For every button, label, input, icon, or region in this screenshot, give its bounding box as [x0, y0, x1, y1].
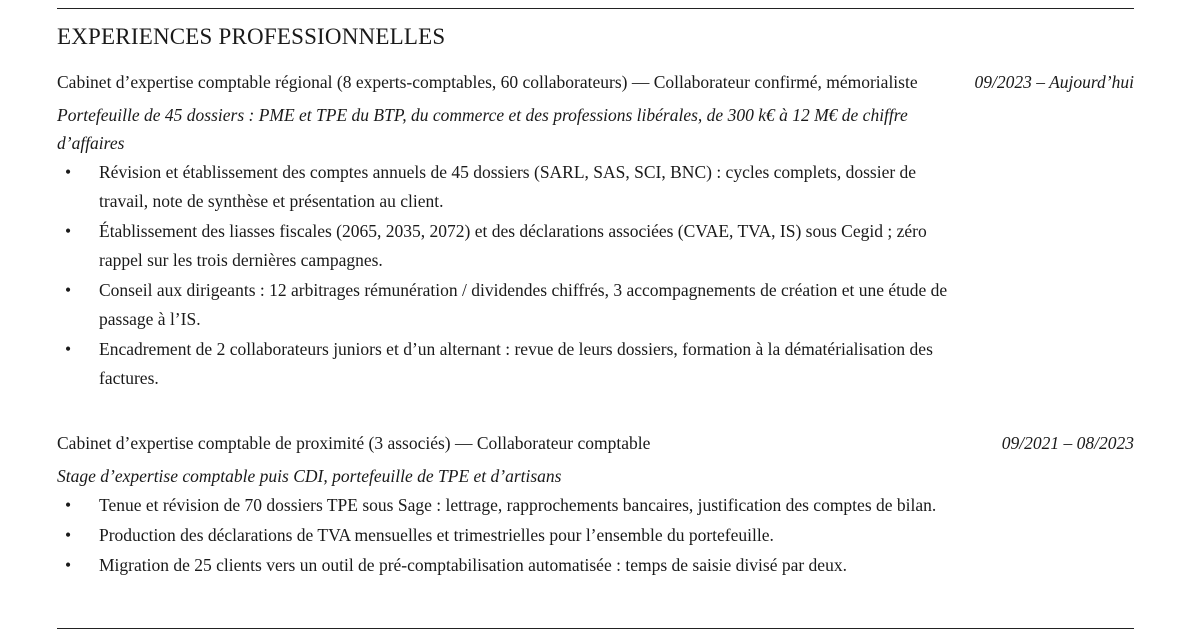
- job-subtitle: Stage d’expertise comptable puis CDI, portefeuille de TPE et d’artisans: [57, 466, 562, 486]
- bottom-rule: [57, 628, 1134, 629]
- bullet-icon: •: [65, 339, 72, 359]
- list-item-text: Encadrement de 2 collaborateurs juniors et d’un alternant : revue de leurs dossiers, formation à la dématérialisation des factures.: [99, 339, 933, 388]
- job-title: Cabinet d’expertise comptable de proximité (3 associés) — Collaborateur comptable: [57, 433, 651, 453]
- list-item-text: Établissement des liasses fiscales (2065, 2035, 2072) et des déclarations associées (CVAE, TVA, IS) sous Cegid ; zéro rappel sur les trois dernières campagnes.: [99, 221, 927, 270]
- list-item: [57, 158, 952, 216]
- list-item: [57, 217, 952, 275]
- list-item-text: Révision et établissement des comptes annuels de 45 dossiers (SARL, SAS, SCI, BNC) : cycles complets, dossier de travail, note de synthèse et présentation au client.: [99, 162, 917, 211]
- list-item-text: Conseil aux dirigeants : 12 arbitrages rémunération / dividendes chiffrés, 3 accompagnements de création et une étude de passage à l’IS.: [99, 280, 948, 329]
- list-item-text: Migration de 25 clients vers un outil de pré-comptabilisation automatisée : temps de saisie divisé par deux.: [99, 555, 847, 575]
- bullet-icon: •: [65, 525, 72, 545]
- list-item: [57, 521, 952, 550]
- section-title: EXPERIENCES PROFESSIONNELLES: [57, 24, 446, 49]
- job-entry-1: [57, 69, 1134, 394]
- job-entry-2: [57, 430, 1134, 581]
- bullet-icon: •: [65, 221, 72, 241]
- bullet-icon: •: [65, 495, 72, 515]
- top-rule: [57, 8, 1134, 9]
- job-header: [57, 69, 1134, 96]
- list-item: [57, 551, 952, 580]
- list-item-text: Production des déclarations de TVA mensuelles et trimestrielles pour l’ensemble du portefeuille.: [99, 525, 774, 545]
- job-bullet-list: [57, 491, 952, 580]
- job-dates: 09/2023 – Aujourd’hui: [974, 72, 1134, 92]
- bullet-icon: •: [65, 555, 72, 575]
- list-item: [57, 491, 952, 520]
- list-item: [57, 276, 952, 334]
- bullet-icon: •: [65, 280, 72, 300]
- job-title: Cabinet d’expertise comptable régional (8 experts-comptables, 60 collaborateurs) — Collaborateur confirmé, mémorialiste: [57, 72, 918, 92]
- list-item: [57, 335, 952, 393]
- bullet-icon: •: [65, 162, 72, 182]
- job-header: [57, 430, 1134, 457]
- list-item-text: Tenue et révision de 70 dossiers TPE sous Sage : lettrage, rapprochements bancaires, justification des comptes de bilan.: [99, 495, 937, 515]
- job-bullet-list: [57, 158, 952, 393]
- job-dates: 09/2021 – 08/2023: [1001, 433, 1134, 453]
- job-subtitle: Portefeuille de 45 dossiers : PME et TPE du BTP, du commerce et des professions libérales, de 300 k€ à 12 M€ de chiffre d’affaires: [57, 105, 908, 153]
